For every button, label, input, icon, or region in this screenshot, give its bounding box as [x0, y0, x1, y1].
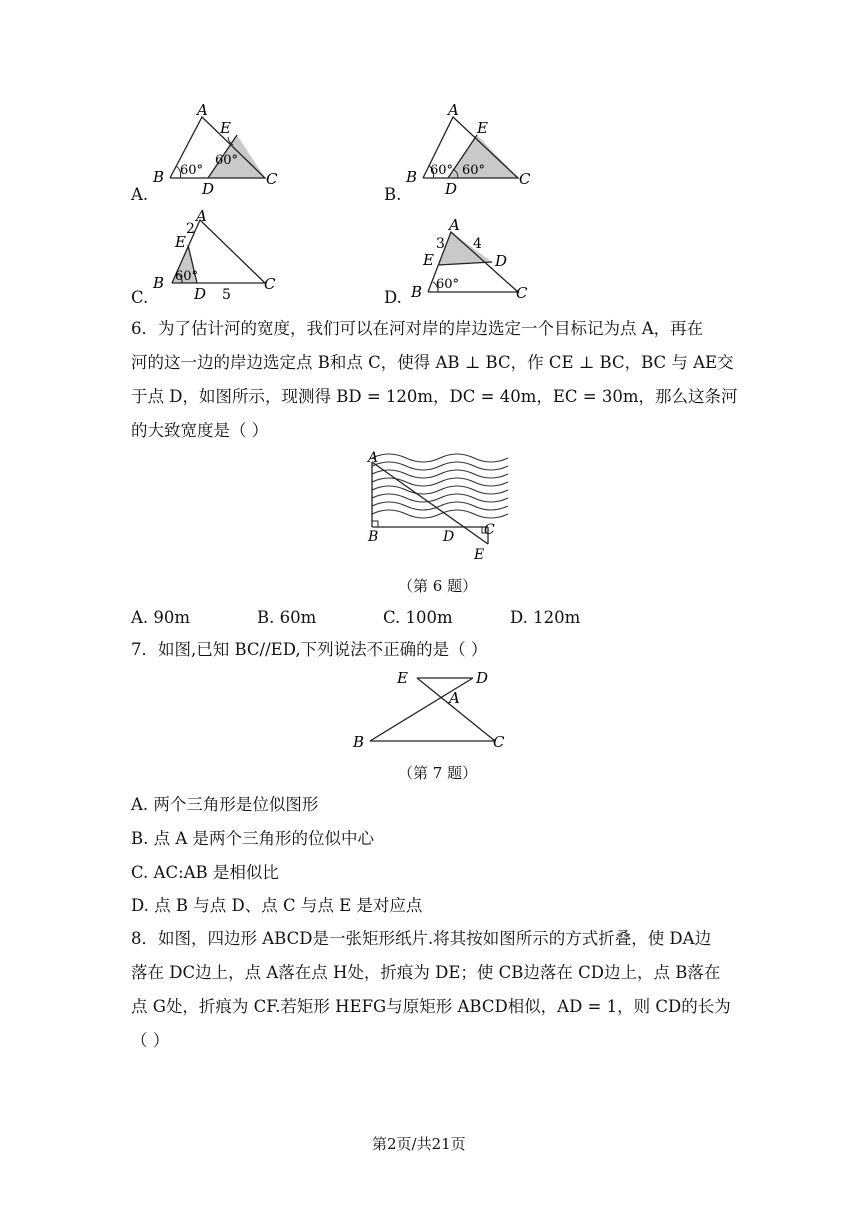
vertex-c: C — [266, 170, 278, 188]
vertex-b: B — [368, 529, 379, 545]
q6-line: 河的这一边的岸边选定点 B和点 C，使得 AB ⊥ BC，作 CE ⊥ BC，BC 与 AE交 — [131, 353, 734, 372]
q7-option-d: D. 点 B 与点 D、点 C 与点 E 是对应点 — [131, 896, 423, 915]
vertex-e: E — [474, 547, 485, 563]
q7-figure — [345, 666, 515, 751]
vertex-c: C — [516, 284, 528, 302]
vertex-b: B — [411, 283, 423, 301]
q7-option-b: B. 点 A 是两个三角形的位似中心 — [131, 829, 375, 848]
angle-label: 60° — [175, 269, 199, 284]
q6-option-a: A. 90m — [131, 608, 191, 627]
vertex-b: B — [406, 168, 418, 186]
vertex-c: C — [519, 170, 531, 188]
q7-caption: （第 7 题） — [398, 764, 478, 782]
length-label: 2 — [186, 221, 195, 237]
vertex-e: E — [423, 251, 434, 269]
vertex-c: C — [264, 275, 276, 293]
vertex-b: B — [153, 274, 165, 292]
q8-line: （ ） — [131, 1031, 170, 1050]
vertex-b: B — [353, 733, 365, 751]
q5-figure-c — [150, 207, 280, 303]
vertex-d: D — [476, 669, 489, 687]
option-label: D. — [384, 288, 402, 307]
vertex-b: B — [153, 168, 165, 186]
vertex-e: E — [220, 119, 231, 137]
q5-figure-d — [403, 210, 543, 300]
q6-line: 的大致宽度是（ ） — [131, 421, 269, 440]
vertex-c: C — [484, 522, 495, 538]
q8-line: 落在 DC边上，点 A落在点 H处，折痕为 DE；使 CB边落在 CD边上，点 B落在 — [131, 963, 721, 982]
vertex-d: D — [445, 180, 458, 198]
vertex-c: C — [493, 733, 505, 751]
vertex-d: D — [443, 529, 455, 545]
vertex-e: E — [397, 669, 408, 687]
q8-line: 点 G处，折痕为 CF.若矩形 HEFG与原矩形 ABCD相似，AD = 1，则 CD的长为 — [131, 997, 731, 1016]
q7-option-c: C. AC:AB 是相似比 — [131, 863, 279, 882]
option-label: C. — [131, 288, 149, 307]
vertex-a: A — [368, 450, 379, 466]
q6-line: 6．为了估计河的宽度，我们可以在河对岸的岸边选定一个目标记为点 A，再在 — [131, 319, 704, 338]
vertex-a: A — [449, 216, 460, 234]
q7-option-a: A. 两个三角形是位似图形 — [131, 795, 319, 814]
angle-label: 60° — [430, 163, 454, 178]
q6-river-figure — [360, 448, 510, 563]
vertex-d: D — [202, 180, 215, 198]
q6-caption: （第 6 题） — [398, 577, 478, 595]
q6-option-c: C. 100m — [383, 608, 453, 627]
vertex-e: E — [175, 233, 186, 251]
angle-label: 60° — [215, 153, 239, 168]
q8-stem — [131, 922, 731, 1058]
angle-label: 60° — [180, 163, 204, 178]
option-label: B. — [384, 185, 402, 204]
q6-stem — [131, 312, 738, 448]
q7-stem: 7．如图,已知 BC//ED,下列说法不正确的是（ ） — [131, 640, 488, 659]
q6-line: 于点 D，如图所示，现测得 BD = 120m，DC = 40m，EC = 30m，那么这条河 — [131, 387, 738, 406]
vertex-a: A — [197, 101, 208, 119]
q5-figure-b — [403, 101, 543, 198]
angle-label: 60° — [436, 277, 460, 292]
option-label: A. — [131, 185, 149, 204]
length-label: 3 — [436, 236, 445, 252]
vertex-e: E — [477, 119, 488, 137]
length-label: 4 — [473, 236, 482, 252]
q6-option-d: D. 120m — [510, 608, 581, 627]
vertex-d: D — [495, 252, 508, 270]
vertex-a: A — [448, 101, 459, 119]
q5-figure-a — [150, 101, 290, 198]
page-number: 第2页/共21页 — [372, 1135, 466, 1153]
q8-line: 8．如图，四边形 ABCD是一张矩形纸片.将其按如图所示的方式折叠，使 DA边 — [131, 929, 712, 948]
angle-label: 60° — [462, 163, 486, 178]
vertex-d: D — [194, 285, 207, 303]
q6-option-b: B. 60m — [257, 608, 317, 627]
length-label: 5 — [222, 287, 231, 303]
vertex-a: A — [196, 207, 207, 225]
vertex-a: A — [449, 689, 460, 707]
